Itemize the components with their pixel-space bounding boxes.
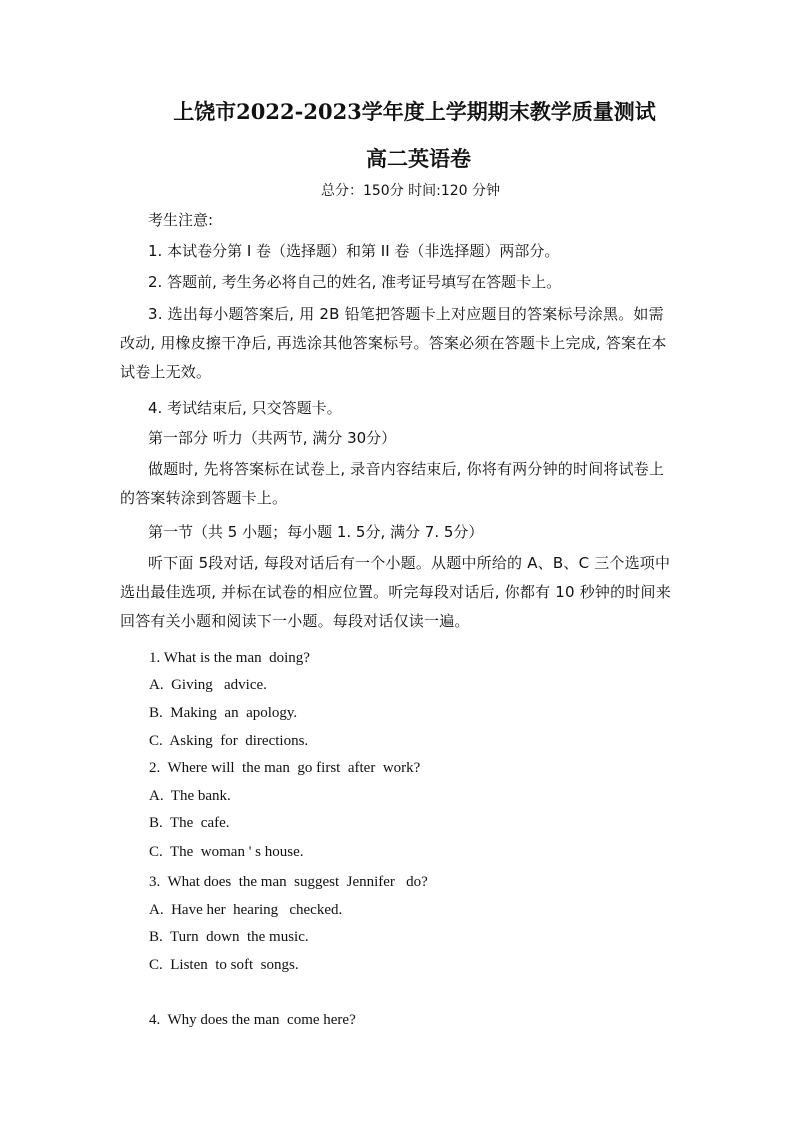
part1-instruction: 做题时, 先将答案标在试卷上, 录音内容结束后, 你将有两分钟的时间将试卷上的答案转涂到答题卡上。 [120,460,665,507]
section1-heading: 第一节（共 5 小题；每小题 1. 5分, 满分 7. 5分） [148,523,484,541]
option-3c: C. Listen to soft songs. [149,957,299,973]
option-2a: A. The bank. [149,788,231,804]
question-3: 3. What does the man suggest Jennifer do? [149,874,428,890]
question-2: 2. Where will the man go first after work? [149,760,421,776]
section1-instruction: 听下面 5段对话, 每段对话后有一个小题。从题中所给的 A、B、C 三个选项中选出最佳选项, 并标在试卷的相应位置。听完每段对话后, 你都有 10 秒钟的时间来回答有关小题和阅读下一小题。每段对话仅读一遍。 [120,554,671,630]
option-2c: C. The woman ' s house. [149,844,304,860]
option-1a: A. Giving advice. [149,677,267,693]
notice-heading: 考生注意: [148,211,214,229]
notice-item: 2. 答题前, 考生务必将自己的姓名, 准考证号填写在答题卡上。 [148,273,562,291]
exam-subtitle: 高二英语卷 [366,146,471,171]
option-3a: A. Have her hearing checked. [149,902,343,918]
exam-meta: 总分：150分 时间:120 分钟 [320,183,501,199]
part1-heading: 第一部分 听力（共两节, 满分 30分） [148,429,397,447]
exam-title: 上饶市2022-2023学年度上学期期末教学质量测试 [173,99,656,124]
notice-item: 3. 选出每小题答案后, 用 2B 铅笔把答题卡上对应题目的答案标号涂黑。如需改动, 用橡皮擦干净后, 再选涂其他答案标号。答案必须在答题卡上完成, 答案在本试卷上无效。 [120,305,667,381]
option-1b: B. Making an apology. [149,705,298,721]
notice-item: 4. 考试结束后, 只交答题卡。 [148,399,342,417]
question-4: 4. Why does the man come here? [149,1012,356,1028]
question-1: 1. What is the man doing? [149,650,310,666]
option-3b: B. Turn down the music. [149,929,309,945]
option-2b: B. The cafe. [149,815,230,831]
notice-item: 1. 本试卷分第 I 卷（选择题）和第 II 卷（非选择题）两部分。 [148,242,560,260]
option-1c: C. Asking for directions. [149,733,309,749]
